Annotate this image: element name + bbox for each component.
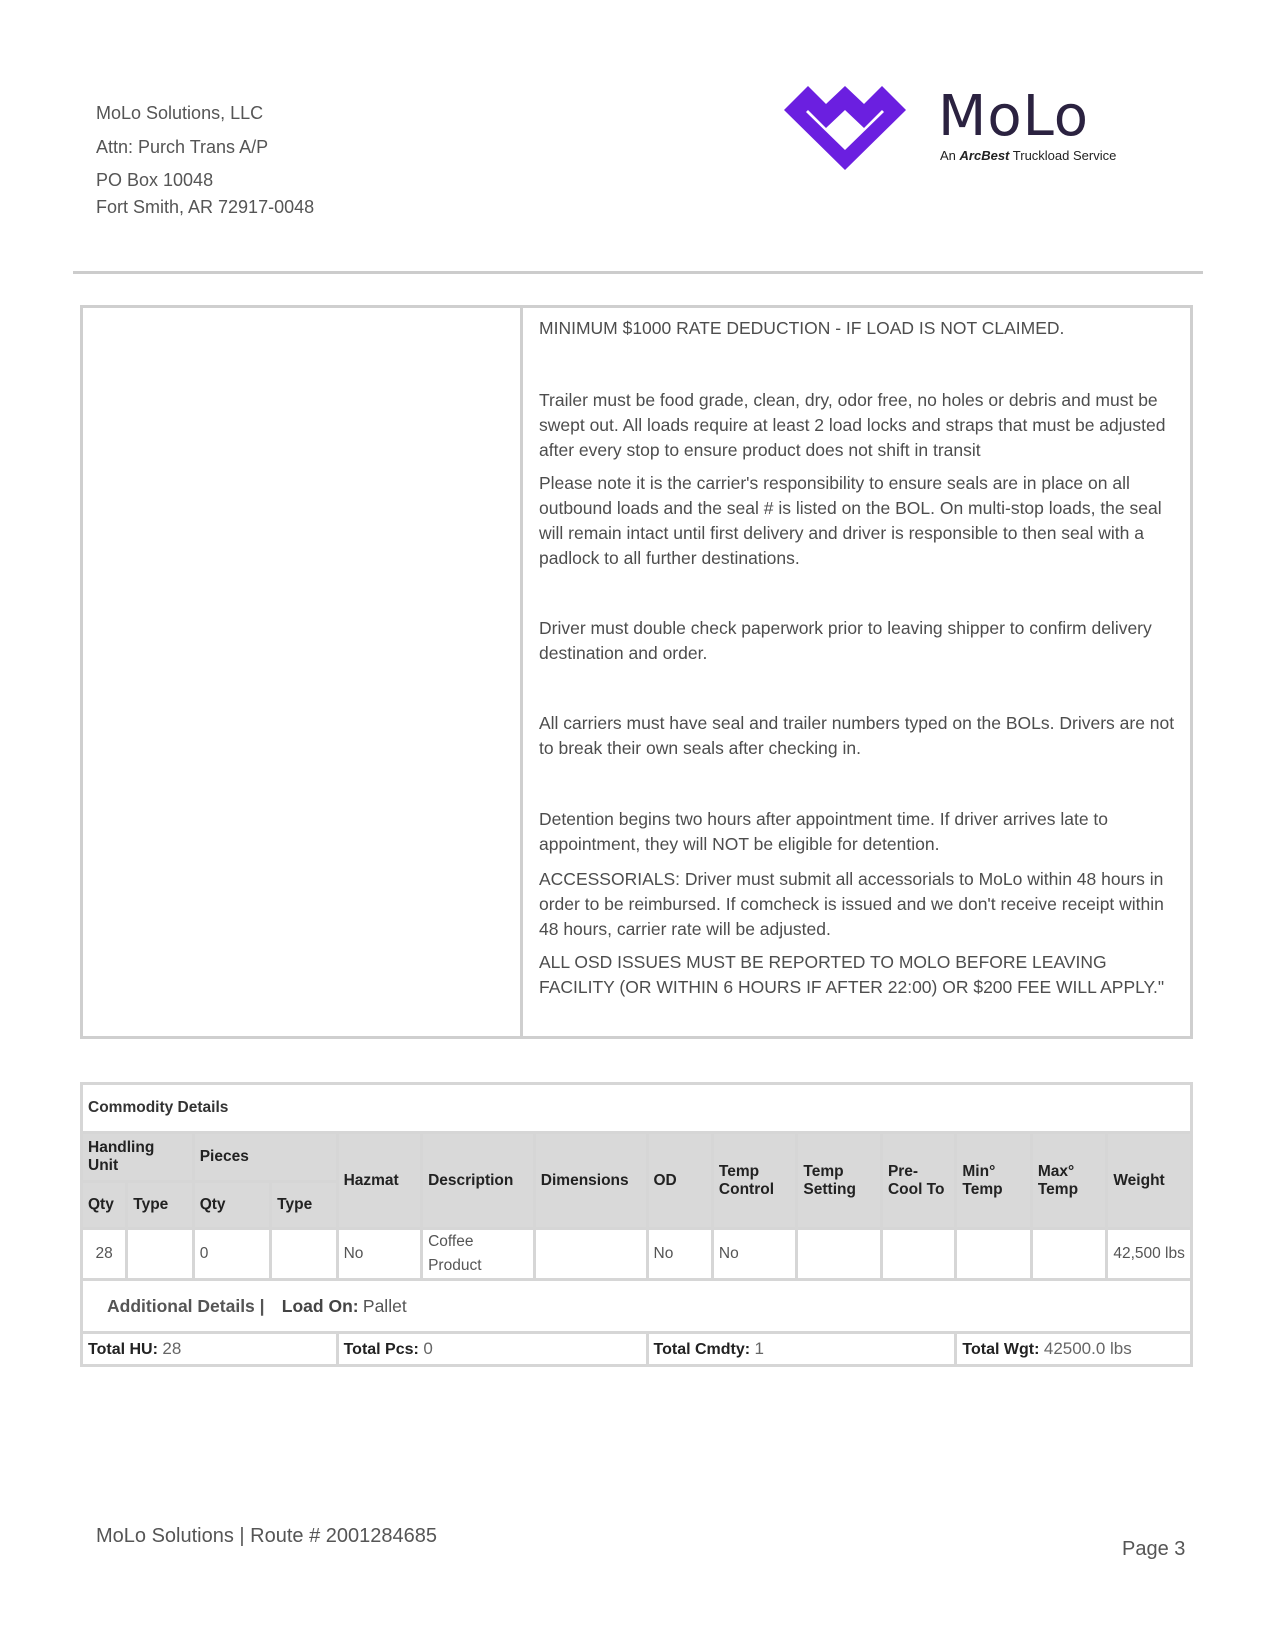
header-hu-type: Type	[127, 1182, 193, 1229]
molo-chevron-icon	[780, 82, 910, 174]
cell-pcs-type	[271, 1229, 337, 1280]
header-divider	[73, 271, 1203, 274]
footer-route: MoLo Solutions | Route # 2001284685	[96, 1525, 438, 1547]
cell-weight: 42,500 lbs	[1107, 1229, 1192, 1280]
cell-description: Coffee Product	[422, 1229, 535, 1280]
total-hu	[82, 1333, 338, 1366]
header-pieces: Pieces	[193, 1133, 337, 1182]
total-hu-value: 28	[162, 1339, 182, 1358]
instructions-box	[80, 305, 1193, 1039]
header-od: OD	[647, 1133, 712, 1229]
cell-hazmat: No	[337, 1229, 422, 1280]
address-line-pobox: PO Box 10048	[96, 170, 214, 190]
note-seal-responsibility: Please note it is the carrier's responsibility to ensure seals are in place on all outbound loads and the seal # is listed on the BOL. On multi-stop loads, the seal will remain intact until first delivery and driver is responsible to then seal with a padlock to all further destinations.	[539, 473, 1162, 568]
note-accessorials: ACCESSORIALS: Driver must submit all accessorials to MoLo within 48 hours in order to be reimbursed. If comcheck is issued and we don't receive receipt within 48 hours, carrier rate will be adjusted.	[539, 869, 1164, 939]
header-pcs-type: Type	[271, 1182, 337, 1229]
load-on-value: Pallet	[362, 1295, 407, 1316]
cell-max-temp	[1031, 1229, 1106, 1280]
total-wgt-label: Total Wgt:	[962, 1341, 1040, 1358]
address-line-attn: Attn: Purch Trans A/P	[96, 137, 269, 157]
header-description: Description	[422, 1133, 535, 1229]
note-osd-issues: ALL OSD ISSUES MUST BE REPORTED TO MOLO BEFORE LEAVING FACILITY (OR WITHIN 6 HOURS IF AFTER 22:00) OR $200 FEE WILL APPLY."	[539, 952, 1165, 997]
header-pre-cool-to: Pre-Cool To	[881, 1133, 955, 1229]
note-trailer-requirements: Trailer must be food grade, clean, dry, odor free, no holes or debris and must be swept out. All loads require at least 2 load locks and straps that must be adjusted after every stop to ensure product does not shift in transit	[539, 390, 1166, 460]
cell-od: No	[647, 1229, 712, 1280]
note-seal-trailer-numbers: All carriers must have seal and trailer numbers typed on the BOLs. Drivers are not to break their own seals after checking in.	[539, 713, 1175, 758]
header-pcs-qty: Qty	[193, 1182, 270, 1229]
address-line-city: Fort Smith, AR 72917-0048	[96, 197, 315, 217]
total-wgt-value: 42500.0 lbs	[1043, 1339, 1132, 1358]
note-rate-deduction: MINIMUM $1000 RATE DEDUCTION - IF LOAD IS NOT CLAIMED.	[539, 318, 1065, 338]
header-temp-setting: Temp Setting	[797, 1133, 882, 1229]
additional-details-label: Additional Details |	[107, 1295, 265, 1316]
table-row	[82, 1229, 1192, 1280]
total-pcs-value: 0	[423, 1339, 433, 1358]
commodity-details-table	[80, 1082, 1193, 1367]
header-temp-control: Temp Control	[712, 1133, 797, 1229]
cell-hu-qty: 28	[82, 1229, 127, 1280]
address-line-company: MoLo Solutions, LLC	[96, 103, 264, 123]
total-pcs	[337, 1333, 647, 1366]
cell-min-temp	[956, 1229, 1031, 1280]
cell-pre-cool-to	[881, 1229, 955, 1280]
logo-tagline-brand: ArcBest	[959, 148, 1010, 163]
total-cmdty-value: 1	[754, 1339, 765, 1358]
cell-pcs-qty: 0	[193, 1229, 270, 1280]
total-cmdty	[647, 1333, 956, 1366]
page-number: Page 3	[1122, 1538, 1186, 1560]
logo-tagline-suffix: Truckload Service	[1012, 148, 1117, 163]
total-pcs-label: Total Pcs:	[343, 1341, 419, 1358]
additional-details	[82, 1280, 1192, 1333]
total-wgt	[956, 1333, 1192, 1366]
header-hazmat: Hazmat	[337, 1133, 422, 1229]
header-hu-qty: Qty	[82, 1182, 127, 1229]
molo-logo	[780, 82, 1150, 182]
logo-tagline-prefix: An	[940, 148, 956, 163]
note-detention: Detention begins two hours after appointment time. If driver arrives late to appointment, they will NOT be eligible for detention.	[539, 809, 1109, 854]
load-on-label: Load On:	[281, 1295, 359, 1316]
header-max-temp: Max° Temp	[1031, 1133, 1106, 1229]
header-weight: Weight	[1107, 1133, 1192, 1229]
logo-wordmark: MoLo	[938, 84, 1090, 149]
cell-hu-type	[127, 1229, 193, 1280]
commodity-details-title: Commodity Details	[82, 1084, 1192, 1133]
logo-tagline	[940, 148, 1116, 163]
header-dimensions: Dimensions	[534, 1133, 647, 1229]
header-min-temp: Min° Temp	[956, 1133, 1031, 1229]
total-cmdty-label: Total Cmdty:	[653, 1341, 751, 1358]
instructions-divider	[520, 308, 523, 1036]
cell-dimensions	[534, 1229, 647, 1280]
total-hu-label: Total HU:	[88, 1341, 158, 1358]
note-paperwork-check: Driver must double check paperwork prior to leaving shipper to confirm delivery destination and order.	[539, 618, 1152, 663]
cell-temp-control: No	[712, 1229, 797, 1280]
cell-temp-setting	[797, 1229, 882, 1280]
header-handling-unit: Handling Unit	[82, 1133, 194, 1182]
